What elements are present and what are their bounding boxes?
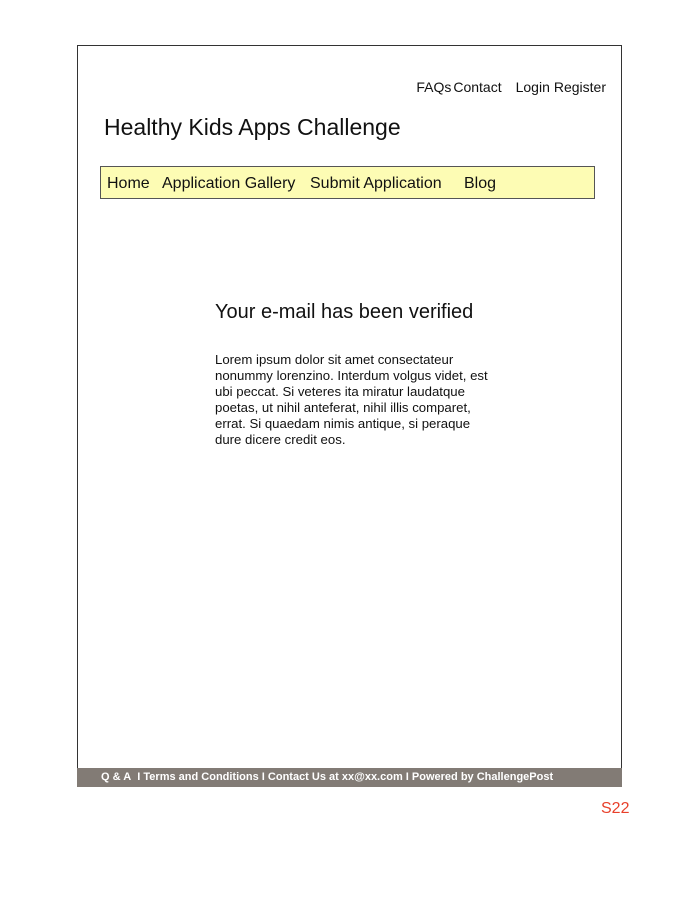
nav-item-home[interactable]: Home (107, 175, 150, 192)
contact-link[interactable]: Contact (453, 79, 502, 95)
faqs-link[interactable]: FAQs (416, 79, 452, 95)
footer-separator: I (137, 771, 141, 783)
footer-separator: I (405, 771, 409, 783)
verification-body-text: Lorem ipsum dolor sit amet consectateur nonummy lorenzino. Interdum volgus videt, est ubi peccat. Si veteres ita miratur laudatque poetas, ut nihil anteferat, nihil illis comparet, errat. Si quaedam nimis antique, si peraque dure dicere credit eos. (215, 352, 488, 447)
login-link[interactable]: Login (515, 79, 550, 95)
nav-item-application-gallery[interactable]: Application Gallery (162, 175, 296, 192)
nav-item-submit-application[interactable]: Submit Application (310, 175, 442, 192)
slide-id-label: S22 (601, 800, 630, 817)
site-title: Healthy Kids Apps Challenge (104, 114, 401, 140)
page-frame (77, 45, 622, 787)
register-link[interactable]: Register (553, 79, 606, 95)
footer-powered-by[interactable]: Powered by ChallengePost (411, 771, 554, 783)
footer-terms-link[interactable]: Terms and Conditions (143, 771, 259, 783)
footer-bar (77, 768, 622, 787)
verification-heading: Your e-mail has been verified (215, 301, 474, 323)
top-links (416, 79, 606, 95)
footer-separator: I (261, 771, 265, 783)
footer-qa-link[interactable]: Q & A (101, 771, 132, 783)
main-nav (100, 166, 595, 199)
nav-item-blog[interactable]: Blog (464, 175, 497, 192)
footer-contact-link[interactable]: Contact Us at xx@xx.com (267, 771, 403, 783)
